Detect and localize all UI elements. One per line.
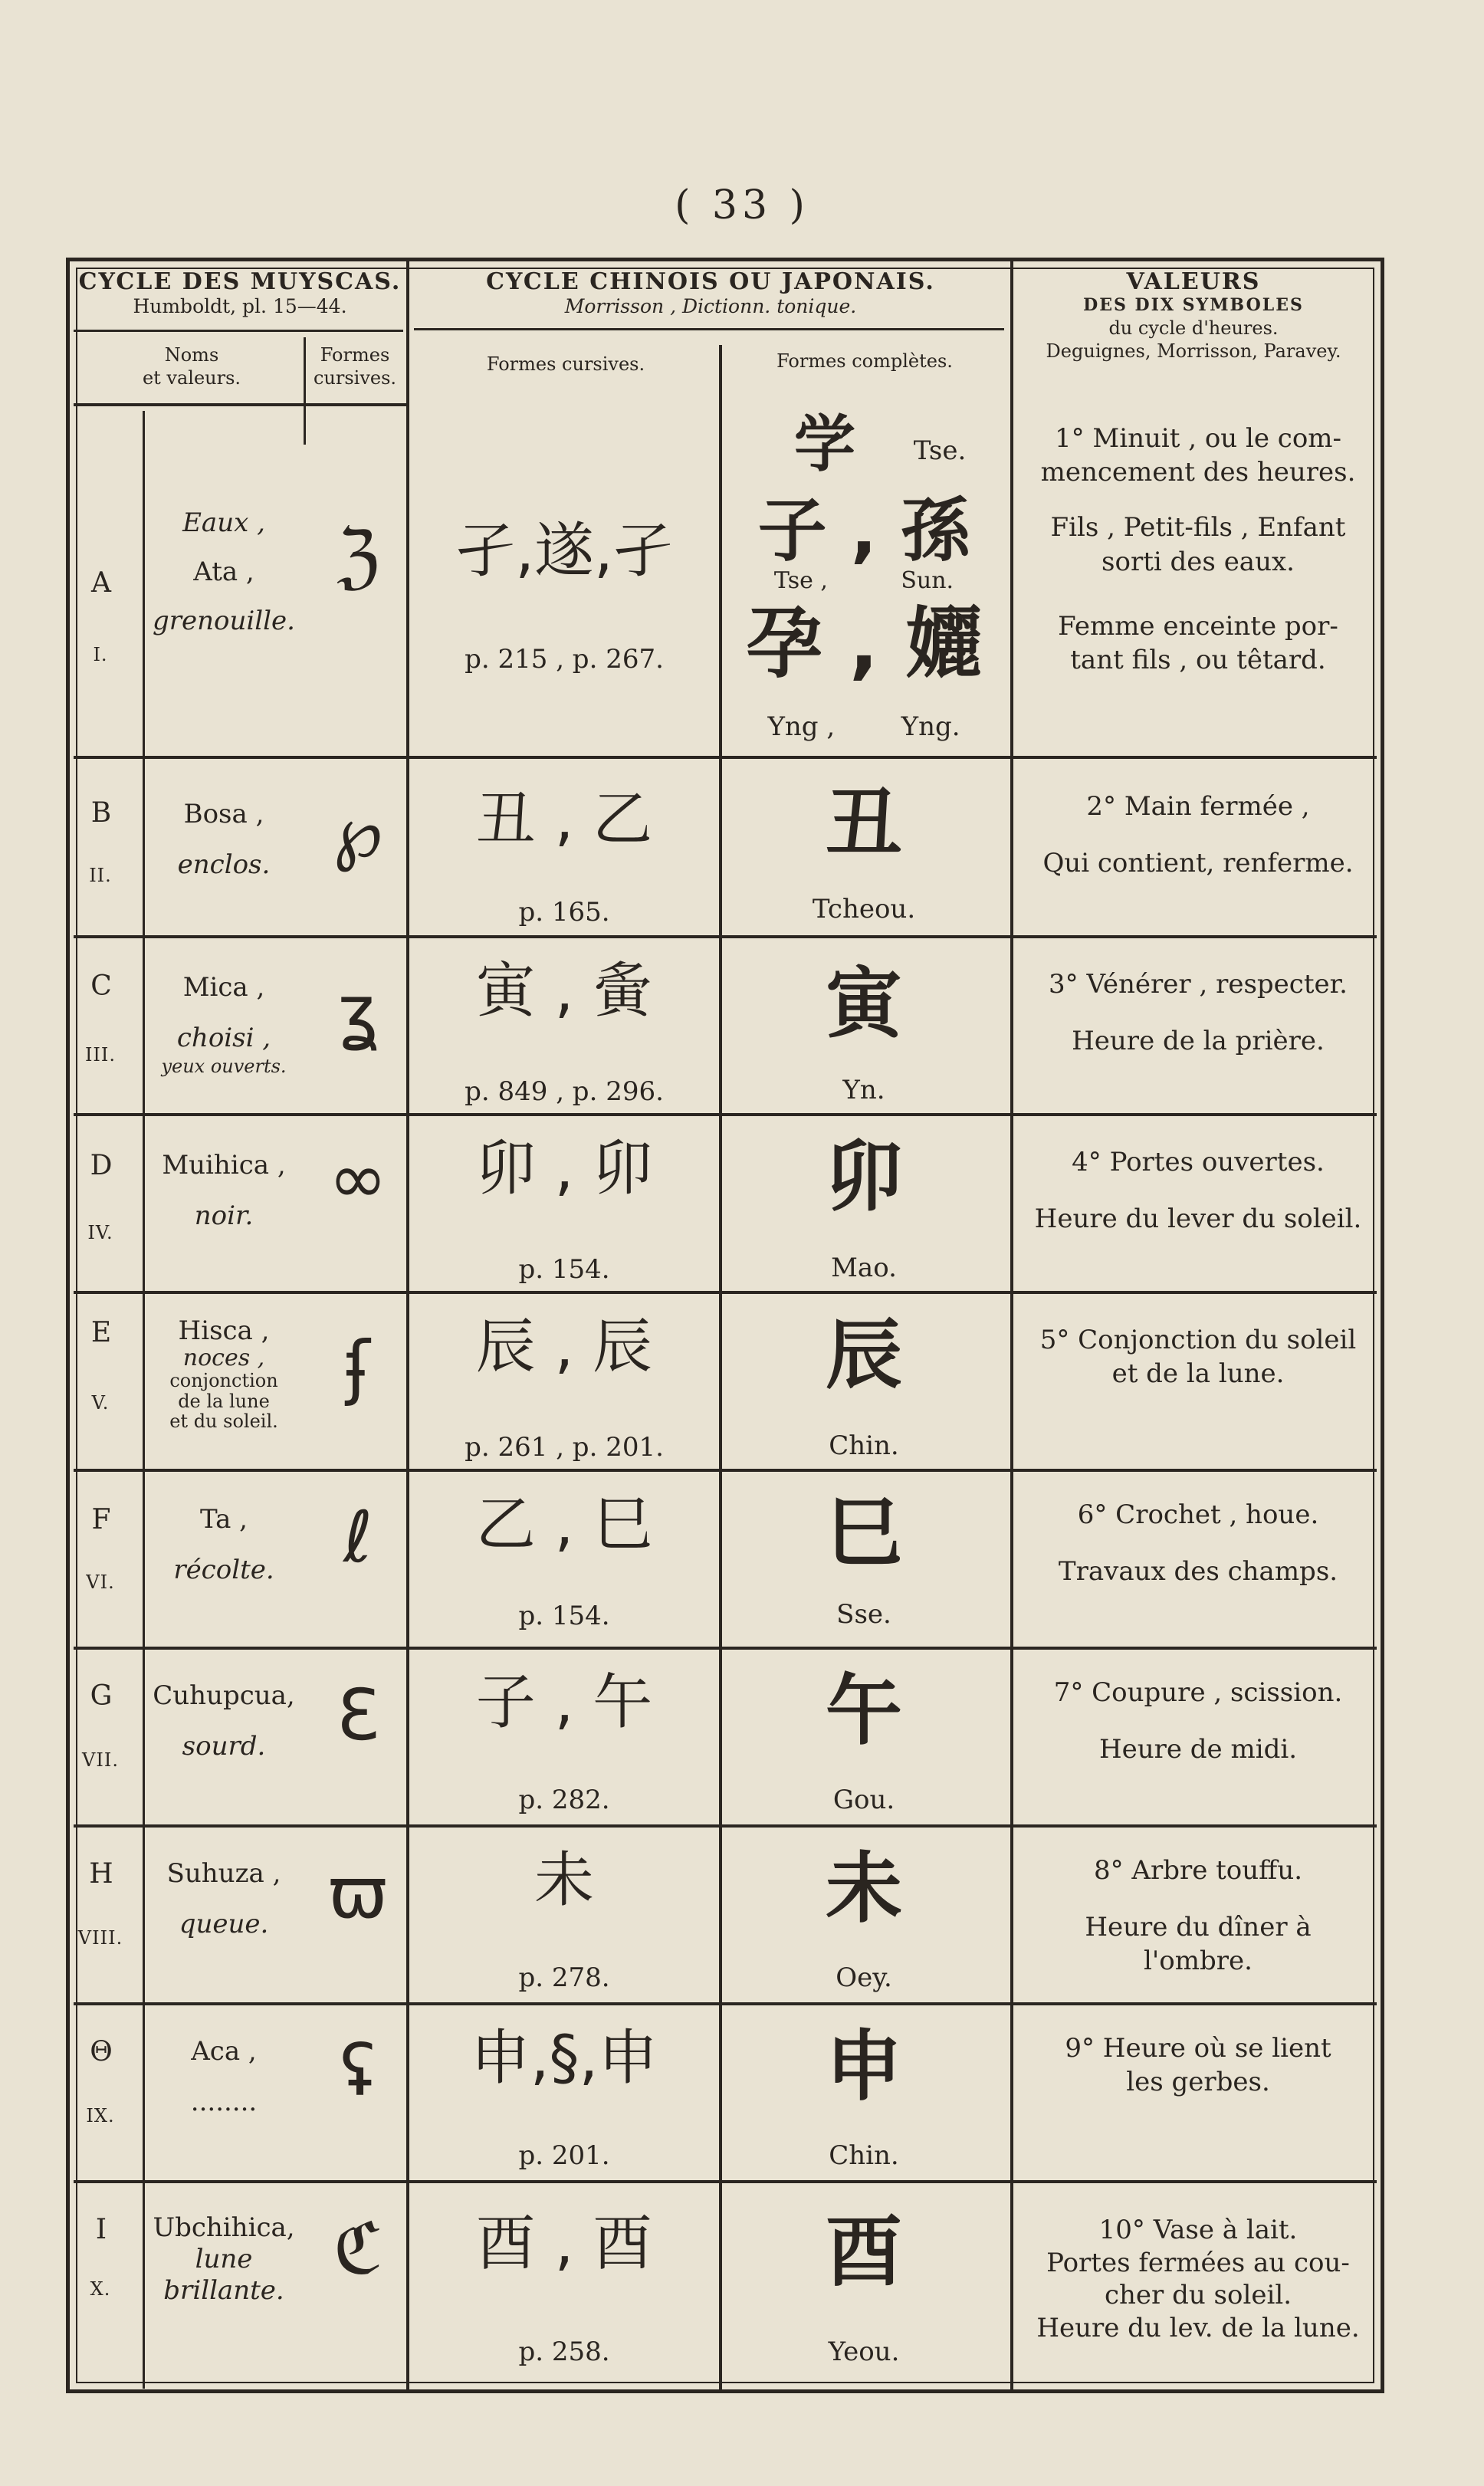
row-letter: Θ [90, 2036, 113, 2067]
page-ref: p. 278. [518, 1962, 610, 1993]
value-text: 1° Minuit , ou le com- mencement des heures. Fils , Petit-fils , Enfant sorti des eaux. Femme enceinte por- tant fils , ou têtard. [1040, 423, 1356, 675]
page-ref: p. 258. [518, 2337, 610, 2367]
row-letter: H [89, 1858, 113, 1890]
kanji: 丑 [826, 778, 902, 868]
header-names: Noms et valeurs. [142, 344, 241, 389]
row-name: Bosa , enclos. [177, 799, 271, 881]
header-complete: Formes complètes. [776, 350, 953, 372]
cursive-glyph: 未 [534, 1846, 594, 1915]
table-row [74, 938, 1377, 1113]
cursive-glyph: 酉 , 酉 [475, 2209, 653, 2278]
row-roman: II. [89, 865, 112, 886]
romaji: Tse. [913, 435, 967, 466]
muysca-glyph-icon: ℨ [336, 515, 380, 597]
value-text: 6° Crochet , houe. Travaux des champs. [1058, 1499, 1338, 1588]
row-roman: IV. [87, 1222, 113, 1243]
values-title: VALEURS [1126, 268, 1261, 295]
romaji: Mao. [831, 1253, 897, 1283]
muysca-glyph-icon: ℓ [343, 1496, 373, 1578]
romaji: Gou. [832, 1785, 895, 1815]
cursive-glyph: 子 , 午 [475, 1668, 653, 1737]
value-text: 10° Vase à lait. Portes fermées au cou- cher du soleil. Heure du lev. de la lune. [1036, 2215, 1360, 2343]
value-text: 9° Heure où se lient les gerbes. [1065, 2033, 1331, 2098]
romaji: Chin. [829, 2140, 899, 2171]
value-text: 4° Portes ouvertes. Heure du lever du soleil. [1034, 1147, 1362, 1235]
values-sub3: Deguignes, Morrisson, Paravey. [1046, 340, 1341, 362]
row-letter: F [91, 1504, 111, 1535]
cursive-glyph: 辰 , 辰 [475, 1312, 653, 1381]
page-ref: p. 215 , p. 267. [465, 644, 664, 675]
kanji: 午 [826, 1666, 902, 1755]
header-forms: Formes cursives. [313, 344, 397, 389]
table-row [74, 1116, 1377, 1291]
row-name: Ta , récolte. [173, 1504, 274, 1586]
muysca-glyph-icon: ∞ [328, 1138, 388, 1220]
muysca-glyph-icon: ℇ [336, 1674, 380, 1756]
row-roman: IX. [86, 2105, 115, 2126]
values-sub1: DES DIX SYMBOLES [1083, 295, 1304, 315]
table-row [74, 409, 1377, 756]
cursive-glyph: 卯 , 卯 [475, 1135, 653, 1204]
page-ref: p. 282. [518, 1785, 610, 1815]
chinese-title: CYCLE CHINOIS OU JAPONAIS. [486, 268, 935, 295]
header-cursive: Formes cursives. [486, 353, 645, 375]
kanji: 辰 [826, 1310, 902, 1400]
table-row [74, 2005, 1377, 2180]
page-ref: p. 849 , p. 296. [465, 1076, 664, 1107]
row-name: Ubchihica, lune brillante. [153, 2212, 295, 2306]
muysca-glyph-icon: ℭ [333, 2208, 383, 2290]
row-name: Muihica , noir. [162, 1150, 286, 1232]
kanji: 申 [826, 2021, 902, 2111]
page-ref: p. 201. [518, 2140, 610, 2171]
muysca-glyph-icon: ℘ [333, 791, 383, 873]
page-ref: p. 154. [518, 1601, 610, 1631]
page-ref: p. 165. [518, 897, 610, 928]
row-letter: A [91, 567, 111, 599]
row-name: Aca , ........ [190, 2036, 258, 2118]
kanji: 学 [794, 409, 855, 480]
row-letter: D [90, 1150, 113, 1181]
row-roman: VIII. [77, 1927, 123, 1949]
row-letter: C [90, 970, 112, 1002]
row-roman: VII. [82, 1749, 119, 1771]
cursive-glyph: 申,§,申 [470, 2024, 658, 2093]
kanji: 子 , 孫 [757, 491, 970, 571]
kanji: 卯 [826, 1132, 902, 1222]
muysca-glyph-icon: ʄ [346, 1326, 370, 1408]
table-row [74, 759, 1377, 935]
page-ref: p. 154. [518, 1254, 610, 1285]
kanji: 未 [826, 1844, 902, 1933]
table-row [74, 1472, 1377, 1647]
romaji: Tcheou. [812, 894, 916, 924]
muyscas-title: CYCLE DES MUYSCAS. [78, 268, 402, 295]
muysca-glyph-icon: ʢ [340, 2030, 376, 2112]
kanji: 巳 [826, 1488, 902, 1578]
row-letter: I [95, 2214, 107, 2245]
values-sub2: du cycle d'heures. [1108, 317, 1279, 339]
row-letter: G [90, 1680, 113, 1712]
value-text: 3° Vénérer , respecter. Heure de la prière. [1049, 969, 1348, 1057]
romaji: Yeou. [828, 2337, 900, 2367]
value-text: 8° Arbre touffu. Heure du dîner à l'ombre. [1085, 1855, 1312, 1977]
page-number: ( 33 ) [675, 182, 809, 228]
row-letter: E [90, 1317, 112, 1348]
kanji: 酉 [826, 2207, 902, 2297]
row-roman: X. [90, 2278, 111, 2300]
kanji: 寅 [826, 959, 902, 1049]
cursive-glyph: 丑 , 乙 [475, 785, 653, 854]
value-text: 2° Main fermée , Qui contient, renferme. [1042, 791, 1354, 879]
romaji: Yng , Yng. [767, 711, 960, 742]
row-name: Eaux , Ata , grenouille. [153, 507, 295, 637]
row-name: Suhuza , queue. [166, 1858, 281, 1940]
table-row [74, 1650, 1377, 1824]
row-name: Cuhupcua, sourd. [153, 1680, 295, 1762]
row-name: Mica , choisi , yeux ouverts. [161, 972, 287, 1078]
row-roman: III. [84, 1044, 117, 1066]
cursive-glyph: 寅 , 夤 [475, 957, 653, 1026]
row-roman: VI. [86, 1571, 115, 1593]
table-row [74, 1294, 1377, 1469]
page-ref: p. 261 , p. 201. [465, 1432, 664, 1463]
romaji: Tse , Sun. [773, 567, 954, 594]
romaji: Oey. [836, 1962, 892, 1993]
row-roman: V. [91, 1392, 110, 1414]
table-row [74, 2183, 1377, 2384]
cursive-glyph: 乙 , 巳 [475, 1490, 653, 1559]
row-roman: I. [93, 644, 108, 665]
row-name: Hisca , noces , conjonction de la lune et du soleil. [169, 1315, 278, 1433]
muysca-glyph-icon: ϖ [328, 1852, 388, 1934]
table-row [74, 1828, 1377, 2002]
chinese-source: Morrisson , Dictionn. tonique. [564, 295, 857, 317]
muyscas-source: Humboldt, pl. 15—44. [133, 295, 347, 317]
romaji: Chin. [829, 1430, 899, 1461]
romaji: Sse. [836, 1599, 891, 1630]
kanji: 孕 , 孋 [746, 599, 982, 688]
muysca-glyph-icon: ʓ [337, 970, 379, 1053]
cursive-glyph: 孑,遂,孑 [455, 517, 673, 586]
row-letter: B [90, 797, 112, 829]
romaji: Yn. [842, 1075, 885, 1105]
value-text: 7° Coupure , scission. Heure de midi. [1053, 1677, 1343, 1765]
value-text: 5° Conjonction du soleil et de la lune. [1039, 1325, 1357, 1390]
